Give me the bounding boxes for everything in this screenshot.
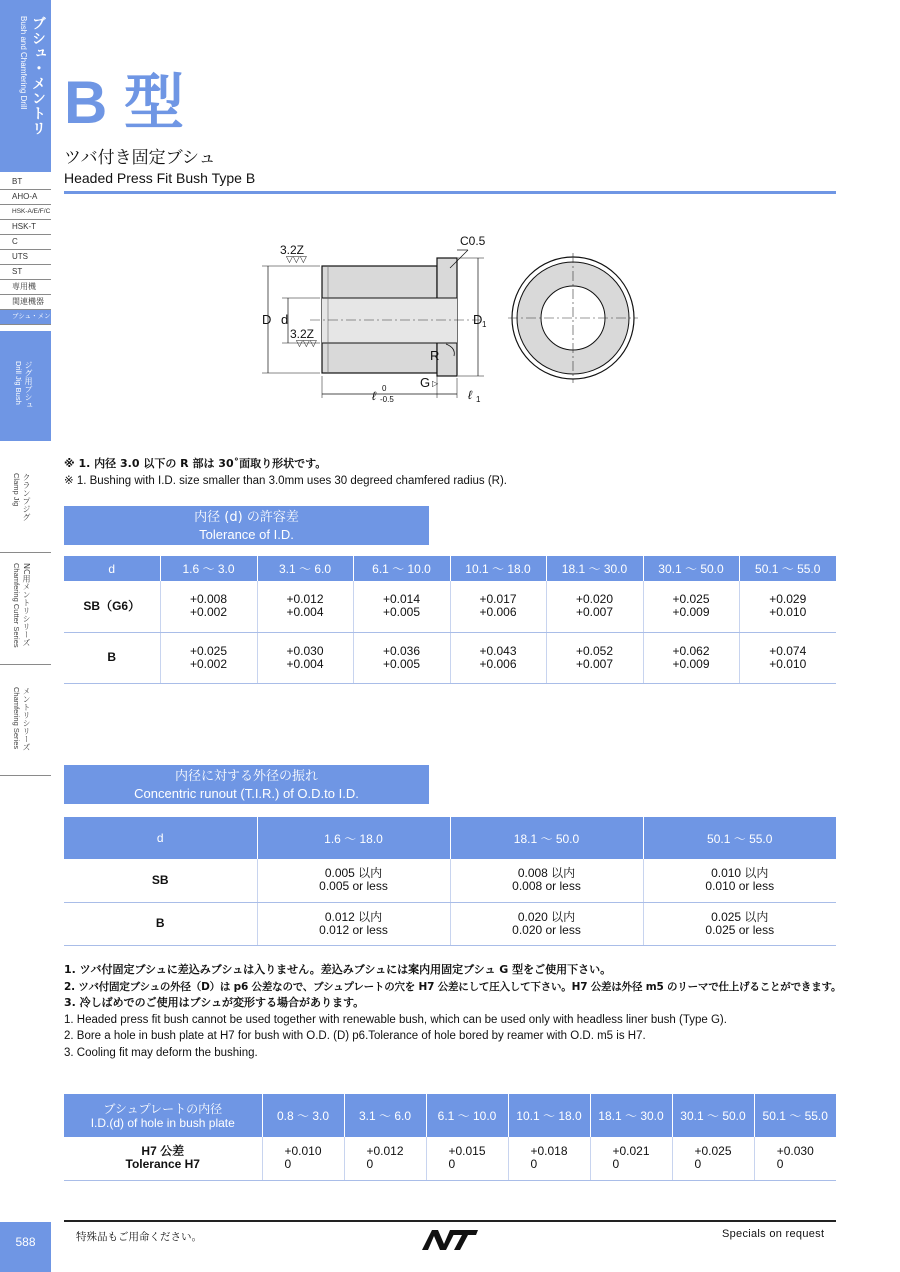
plate-cell: +0.030 0 <box>754 1137 836 1180</box>
usage-notes <box>64 962 844 1061</box>
rail-header-en: Bush and Chamfering Drill <box>19 16 28 110</box>
groove-symbol: ▷ <box>432 379 439 388</box>
plate-cell: +0.010 0 <box>262 1137 344 1180</box>
footer-specials-en: Specials on request <box>722 1228 825 1240</box>
plate-cell: +0.012 0 <box>344 1137 426 1180</box>
tolerance-table <box>64 556 836 684</box>
runout-title-en: Concentric runout (T.I.R.) of O.D.to I.D. <box>134 786 359 801</box>
rail-section-clamp-jig[interactable] <box>0 441 51 553</box>
runout-cell: 0.025 以内 0.025 or less <box>643 902 836 945</box>
plate-col-range: 3.1 ～ 6.0 <box>344 1094 426 1137</box>
plate-hole-table <box>64 1094 836 1181</box>
runout-col-range: 50.1 ～ 55.0 <box>643 817 836 859</box>
tol-cell: +0.025 +0.002 <box>160 632 257 683</box>
row-label-sb: SB <box>64 859 257 902</box>
dim-l1-label: ℓ <box>468 388 472 402</box>
dim-l-tol-lower: -0.5 <box>380 395 394 404</box>
rail-section-jig-bush[interactable] <box>0 331 51 441</box>
rail-chamf-jp: メントリシリーズ <box>22 687 31 751</box>
tol-cell: +0.029 +0.010 <box>739 581 836 632</box>
table-row <box>64 902 836 945</box>
tol-section-title <box>64 506 429 545</box>
subtitle-en: Headed Press Fit Bush Type B <box>64 170 256 186</box>
plate-col-range: 30.1 ～ 50.0 <box>672 1094 754 1137</box>
tol-col-range: 3.1 ～ 6.0 <box>257 556 353 581</box>
table-row <box>64 859 836 902</box>
page-title: B 型 <box>64 69 184 136</box>
plate-col-range: 6.1 ～ 10.0 <box>426 1094 508 1137</box>
rail-item-hsk-t[interactable]: HSK-T <box>0 220 51 235</box>
radius-label: R <box>430 348 440 363</box>
runout-cell: 0.012 以内 0.012 or less <box>257 902 450 945</box>
plate-cell: +0.018 0 <box>508 1137 590 1180</box>
runout-cell: 0.010 以内 0.010 or less <box>643 859 836 902</box>
rail-nc-jp: NC用メントリシリーズ <box>22 563 31 647</box>
dim-d-label: d <box>281 312 289 327</box>
tol-col-range: 6.1 ～ 10.0 <box>353 556 450 581</box>
rail-header-jp: ブシュ・メントリ <box>30 16 46 136</box>
rail-chamf-en: Chamfering Series <box>12 687 21 750</box>
tol-cell: +0.020 +0.007 <box>546 581 643 632</box>
bush-drawing <box>250 228 650 408</box>
tol-header-row <box>64 556 836 581</box>
note-jp: ※ 1. 内径 3.0 以下の R 部は 30˚面取り形状です。 <box>64 457 327 470</box>
tol-col-range: 1.6 ～ 3.0 <box>160 556 257 581</box>
table-row <box>64 581 836 632</box>
runout-section-title <box>64 765 429 804</box>
plate-cell: +0.021 0 <box>590 1137 672 1180</box>
surface-symbol-top: ▽▽▽ <box>286 254 307 264</box>
rail-section-nc-chamfering[interactable] <box>0 553 51 665</box>
rail-item-uts[interactable]: UTS <box>0 250 51 265</box>
rail-item-related[interactable]: 関連機器 <box>0 295 51 310</box>
footer-rule <box>64 1220 836 1222</box>
usage-note-jp: 1. ツバ付固定ブシュに差込みブシュは入りません。差込みブシュには案内用固定ブシュ G 型をご使用下さい。 <box>64 963 612 976</box>
title-rule <box>64 191 836 194</box>
plate-col-range: 18.1 ～ 30.0 <box>590 1094 672 1137</box>
side-rail <box>0 0 51 1272</box>
runout-cell: 0.005 以内 0.005 or less <box>257 859 450 902</box>
rail-index-list <box>0 175 51 325</box>
dim-D-label: D <box>262 312 272 327</box>
rail-clamp-en: Clamp Jig <box>12 473 21 507</box>
rail-header-section[interactable] <box>0 0 51 172</box>
row-label-b: B <box>64 632 160 683</box>
tol-cell: +0.008 +0.002 <box>160 581 257 632</box>
rail-nc-en: Chamfering Cutter Series <box>12 563 21 648</box>
row-label-sb: SB（G6） <box>64 581 160 632</box>
table-row <box>64 632 836 683</box>
usage-note-jp: 2. ツバ付固定ブシュの外径（D）は p6 公差なので、ブシュプレートの穴を H7 公差にして圧入して下さい。H7 公差は外径 m5 のリーマで仕上げることができます。 <box>64 980 842 993</box>
page-number: 588 <box>0 1222 51 1272</box>
tol-col-range: 50.1 ～ 55.0 <box>739 556 836 581</box>
surface-label-top: 3.2Z <box>280 243 305 257</box>
dim-l-tol-upper: 0 <box>382 384 387 393</box>
tol-title-jp: 内径 (d) の許容差 <box>194 510 299 525</box>
tol-cell: +0.074 +0.010 <box>739 632 836 683</box>
tol-cell: +0.025 +0.009 <box>643 581 739 632</box>
row-label-h7: H7 公差 Tolerance H7 <box>64 1137 262 1180</box>
tol-title-en: Tolerance of I.D. <box>199 527 294 542</box>
surface-label-bore: 3.2Z <box>290 327 315 341</box>
note-en: ※ 1. Bushing with I.D. size smaller than 3.0mm uses 30 degreed chamfered radius (R). <box>64 475 507 487</box>
usage-note-en: 1. Headed press fit bush cannot be used together with renewable bush, which can be used only with headless liner bush (Type G). <box>64 1013 727 1026</box>
dim-l-label: ℓ <box>372 389 376 403</box>
table-row <box>64 1137 836 1180</box>
dim-l1-subscript: 1 <box>476 395 481 404</box>
rail-jig-jp: ジグ用ブシュ <box>24 361 33 409</box>
tol-cell: +0.030 +0.004 <box>257 632 353 683</box>
rail-item-special[interactable]: 専用機 <box>0 280 51 295</box>
dim-D1-label: D <box>473 312 483 327</box>
runout-cell: 0.020 以内 0.020 or less <box>450 902 643 945</box>
tol-cell: +0.014 +0.005 <box>353 581 450 632</box>
usage-note-en: 2. Bore a hole in bush plate at H7 for bush with O.D. (D) p6.Tolerance of hole bored by reamer with O.D. m5 is H7. <box>64 1030 646 1042</box>
plate-col-label: ブシュプレートの内径 I.D.(d) of hole in bush plate <box>64 1094 262 1137</box>
rail-item-bush-active[interactable]: ブシュ・メン <box>0 310 51 325</box>
plate-cell: +0.025 0 <box>672 1137 754 1180</box>
tol-cell: +0.043 +0.006 <box>450 632 546 683</box>
rail-item-c[interactable]: C <box>0 235 51 250</box>
plate-header-row <box>64 1094 836 1137</box>
tol-cell: +0.012 +0.004 <box>257 581 353 632</box>
tol-col-range: 10.1 ～ 18.0 <box>450 556 546 581</box>
bush-bore-shape <box>322 298 457 343</box>
plate-col-range: 10.1 ～ 18.0 <box>508 1094 590 1137</box>
dim-D1-subscript: 1 <box>482 320 487 329</box>
surface-symbol-bore: ▽▽▽ <box>296 338 317 348</box>
runout-cell: 0.008 以内 0.008 or less <box>450 859 643 902</box>
plate-cell: +0.015 0 <box>426 1137 508 1180</box>
tol-cell: +0.062 +0.009 <box>643 632 739 683</box>
tol-cell: +0.017 +0.006 <box>450 581 546 632</box>
rail-clamp-jp: クランプジグ <box>22 473 31 521</box>
tol-cell: +0.036 +0.005 <box>353 632 450 683</box>
groove-label: G <box>420 375 431 390</box>
rail-item-st[interactable]: ST <box>0 265 51 280</box>
rail-section-chamfering[interactable] <box>0 665 51 776</box>
tol-col-range: 18.1 ～ 30.0 <box>546 556 643 581</box>
subtitle-jp: ツバ付き固定ブシュ <box>64 148 216 168</box>
brand-logo-icon <box>420 1228 480 1252</box>
footer-specials-jp: 特殊品もご用命ください。 <box>76 1231 202 1243</box>
chamfer-label: C0.5 <box>460 234 486 248</box>
rail-item-bt[interactable]: BT <box>0 175 51 190</box>
rail-item-hsk-a[interactable]: HSK-A/E/F/C <box>0 205 51 220</box>
tol-cell: +0.052 +0.007 <box>546 632 643 683</box>
plate-col-range: 0.8 ～ 3.0 <box>262 1094 344 1137</box>
runout-col-d: d <box>64 817 257 859</box>
runout-header-row <box>64 817 836 859</box>
plate-col-range: 50.1 ～ 55.0 <box>754 1094 836 1137</box>
tol-col-range: 30.1 ～ 50.0 <box>643 556 739 581</box>
usage-note-jp: 3. 冷しばめでのご使用はブシュが変形する場合があります。 <box>64 996 365 1009</box>
tol-col-d: d <box>64 556 160 581</box>
runout-col-range: 1.6 ～ 18.0 <box>257 817 450 859</box>
runout-table <box>64 817 836 946</box>
runout-title-jp: 内径に対する外径の振れ <box>174 769 318 784</box>
usage-note-en: 3. Cooling fit may deform the bushing. <box>64 1046 258 1059</box>
runout-col-range: 18.1 ～ 50.0 <box>450 817 643 859</box>
rail-item-aho-a[interactable]: AHO-A <box>0 190 51 205</box>
row-label-b: B <box>64 902 257 945</box>
rail-jig-en: Drill Jig Bush <box>14 361 23 405</box>
